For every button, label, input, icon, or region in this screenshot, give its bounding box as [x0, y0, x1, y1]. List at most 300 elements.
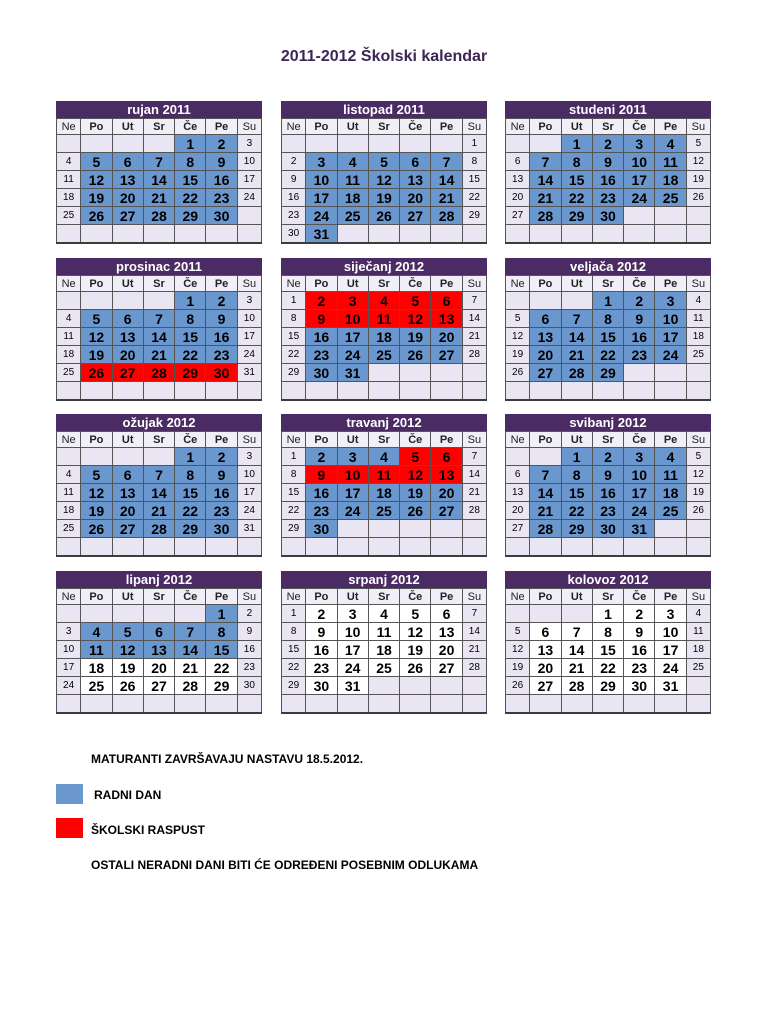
empty-cell — [506, 225, 530, 244]
day-cell: 26 — [686, 502, 710, 520]
weekday-header: Ut — [561, 432, 592, 448]
month-title: studeni 2011 — [505, 101, 711, 118]
empty-cell — [206, 382, 237, 401]
day-cell: 11 — [337, 171, 368, 189]
weekday-header: Ne — [506, 119, 530, 135]
weekday-header: Ut — [112, 589, 143, 605]
weekday-header: Sr — [592, 119, 623, 135]
day-cell: 2 — [206, 135, 237, 153]
empty-cell — [337, 520, 368, 538]
day-cell: 8 — [282, 623, 306, 641]
weekday-header: Po — [81, 589, 112, 605]
day-cell: 23 — [592, 189, 623, 207]
day-cell: 29 — [282, 364, 306, 382]
day-cell: 22 — [175, 502, 206, 520]
day-cell: 26 — [686, 189, 710, 207]
day-cell: 2 — [237, 605, 261, 623]
empty-cell — [655, 538, 686, 557]
weekday-header: Po — [530, 276, 561, 292]
day-cell: 20 — [506, 189, 530, 207]
empty-cell — [400, 364, 431, 382]
weekday-header: Sr — [368, 276, 399, 292]
day-cell: 9 — [282, 171, 306, 189]
month-calendar — [281, 414, 487, 557]
empty-cell — [462, 382, 486, 401]
day-cell: 14 — [175, 641, 206, 659]
empty-cell — [81, 292, 112, 310]
empty-cell — [400, 225, 431, 244]
month-calendar — [56, 571, 262, 714]
day-cell: 12 — [686, 466, 710, 484]
empty-cell — [506, 605, 530, 623]
day-cell: 22 — [282, 346, 306, 364]
day-cell: 8 — [175, 466, 206, 484]
day-cell: 5 — [686, 135, 710, 153]
day-cell: 20 — [431, 484, 462, 502]
day-cell: 27 — [431, 659, 462, 677]
day-cell: 23 — [237, 659, 261, 677]
day-cell: 22 — [592, 346, 623, 364]
empty-cell — [400, 382, 431, 401]
day-cell: 9 — [306, 466, 337, 484]
day-cell: 28 — [462, 346, 486, 364]
day-cell: 3 — [57, 623, 81, 641]
day-cell: 1 — [206, 605, 237, 623]
day-cell: 21 — [143, 189, 174, 207]
weekday-header: Sr — [592, 276, 623, 292]
empty-cell — [506, 538, 530, 557]
weekday-header: Pe — [206, 432, 237, 448]
empty-cell — [655, 520, 686, 538]
day-cell: 17 — [655, 641, 686, 659]
month-title: svibanj 2012 — [505, 414, 711, 431]
weekday-header: Ut — [337, 276, 368, 292]
day-cell: 8 — [462, 153, 486, 171]
empty-cell — [624, 695, 655, 714]
day-cell: 8 — [561, 466, 592, 484]
weekday-header: Ut — [561, 119, 592, 135]
weekday-header: Sr — [592, 589, 623, 605]
empty-cell — [686, 225, 710, 244]
day-cell: 28 — [143, 520, 174, 538]
day-cell: 29 — [282, 677, 306, 695]
empty-cell — [431, 538, 462, 557]
weekday-header: Su — [462, 589, 486, 605]
weekday-header: Sr — [368, 119, 399, 135]
day-cell: 27 — [431, 502, 462, 520]
day-cell: 4 — [368, 292, 399, 310]
day-cell: 6 — [112, 153, 143, 171]
day-cell: 18 — [686, 641, 710, 659]
day-cell: 31 — [337, 364, 368, 382]
day-cell: 11 — [57, 171, 81, 189]
day-cell: 10 — [624, 153, 655, 171]
day-cell: 16 — [206, 328, 237, 346]
empty-cell — [337, 382, 368, 401]
day-cell: 12 — [81, 328, 112, 346]
empty-cell — [306, 382, 337, 401]
day-cell: 12 — [112, 641, 143, 659]
day-cell: 14 — [561, 641, 592, 659]
empty-cell — [306, 538, 337, 557]
day-cell: 11 — [57, 328, 81, 346]
day-cell: 26 — [506, 364, 530, 382]
day-cell: 16 — [206, 171, 237, 189]
day-cell: 19 — [686, 171, 710, 189]
empty-cell — [368, 135, 399, 153]
empty-cell — [112, 605, 143, 623]
weekday-header: Su — [686, 276, 710, 292]
weekday-header: Pe — [655, 119, 686, 135]
empty-cell — [112, 382, 143, 401]
empty-cell — [530, 382, 561, 401]
day-cell: 9 — [624, 623, 655, 641]
day-cell: 23 — [206, 346, 237, 364]
day-cell: 7 — [431, 153, 462, 171]
day-cell: 16 — [306, 328, 337, 346]
day-cell: 3 — [624, 448, 655, 466]
day-cell: 19 — [81, 189, 112, 207]
empty-cell — [655, 207, 686, 225]
day-cell: 15 — [462, 171, 486, 189]
empty-cell — [462, 364, 486, 382]
day-cell: 4 — [81, 623, 112, 641]
day-cell: 20 — [506, 502, 530, 520]
day-cell: 21 — [561, 346, 592, 364]
day-cell: 21 — [431, 189, 462, 207]
day-cell: 9 — [206, 466, 237, 484]
empty-cell — [175, 538, 206, 557]
day-cell: 6 — [530, 310, 561, 328]
weekday-header: Sr — [592, 432, 623, 448]
day-cell: 20 — [143, 659, 174, 677]
empty-cell — [530, 225, 561, 244]
empty-cell — [400, 520, 431, 538]
day-cell: 27 — [506, 520, 530, 538]
day-cell: 13 — [143, 641, 174, 659]
day-cell: 26 — [81, 364, 112, 382]
day-cell: 16 — [624, 328, 655, 346]
empty-cell — [282, 382, 306, 401]
day-cell: 22 — [561, 502, 592, 520]
weekday-header: Su — [237, 276, 261, 292]
empty-cell — [624, 207, 655, 225]
day-cell: 1 — [175, 448, 206, 466]
day-cell: 5 — [506, 310, 530, 328]
empty-cell — [143, 448, 174, 466]
day-cell: 8 — [175, 310, 206, 328]
day-cell: 12 — [81, 484, 112, 502]
day-cell: 30 — [306, 364, 337, 382]
empty-cell — [686, 364, 710, 382]
weekday-header: Sr — [143, 432, 174, 448]
day-cell: 11 — [368, 466, 399, 484]
day-cell: 18 — [368, 328, 399, 346]
day-cell: 4 — [655, 448, 686, 466]
day-cell: 1 — [282, 292, 306, 310]
empty-cell — [57, 382, 81, 401]
weekday-header: Ne — [506, 589, 530, 605]
day-cell: 24 — [624, 502, 655, 520]
day-cell: 10 — [306, 171, 337, 189]
empty-cell — [431, 382, 462, 401]
day-cell: 1 — [282, 605, 306, 623]
weekday-header: Če — [400, 432, 431, 448]
day-cell: 15 — [561, 484, 592, 502]
day-cell: 17 — [237, 171, 261, 189]
day-cell: 29 — [175, 520, 206, 538]
weekday-header: Pe — [431, 589, 462, 605]
weekday-header: Če — [175, 119, 206, 135]
month-title: lipanj 2012 — [56, 571, 262, 588]
weekday-header: Su — [462, 276, 486, 292]
day-cell: 21 — [462, 484, 486, 502]
month-title: siječanj 2012 — [281, 258, 487, 275]
day-cell: 18 — [57, 346, 81, 364]
empty-cell — [57, 605, 81, 623]
day-cell: 17 — [306, 189, 337, 207]
weekday-header: Pe — [431, 432, 462, 448]
day-cell: 26 — [112, 677, 143, 695]
day-cell: 24 — [57, 677, 81, 695]
day-cell: 2 — [592, 135, 623, 153]
empty-cell — [175, 382, 206, 401]
day-cell: 11 — [368, 310, 399, 328]
day-cell: 14 — [143, 171, 174, 189]
month-title: rujan 2011 — [56, 101, 262, 118]
empty-cell — [237, 382, 261, 401]
day-cell: 1 — [561, 135, 592, 153]
day-cell: 7 — [143, 310, 174, 328]
day-cell: 16 — [624, 641, 655, 659]
empty-cell — [337, 538, 368, 557]
day-cell: 9 — [306, 310, 337, 328]
empty-cell — [237, 225, 261, 244]
day-cell: 13 — [530, 328, 561, 346]
day-cell: 26 — [400, 502, 431, 520]
day-cell: 26 — [368, 207, 399, 225]
day-cell: 20 — [431, 328, 462, 346]
day-cell: 25 — [686, 346, 710, 364]
weekday-header: Sr — [143, 119, 174, 135]
day-cell: 15 — [206, 641, 237, 659]
empty-cell — [561, 225, 592, 244]
day-cell: 30 — [206, 520, 237, 538]
empty-cell — [306, 695, 337, 714]
empty-cell — [337, 695, 368, 714]
month-title: veljača 2012 — [505, 258, 711, 275]
day-cell: 23 — [206, 189, 237, 207]
empty-cell — [400, 135, 431, 153]
empty-cell — [368, 382, 399, 401]
empty-cell — [506, 448, 530, 466]
day-cell: 28 — [175, 677, 206, 695]
day-cell: 31 — [237, 520, 261, 538]
day-cell: 25 — [655, 502, 686, 520]
empty-cell — [237, 695, 261, 714]
day-cell: 19 — [112, 659, 143, 677]
weekday-header: Sr — [143, 589, 174, 605]
day-cell: 4 — [368, 605, 399, 623]
day-cell: 1 — [462, 135, 486, 153]
empty-cell — [530, 605, 561, 623]
day-cell: 2 — [306, 448, 337, 466]
day-cell: 18 — [368, 641, 399, 659]
month-calendar — [505, 101, 711, 244]
day-cell: 18 — [57, 502, 81, 520]
day-cell: 22 — [282, 502, 306, 520]
day-cell: 30 — [282, 225, 306, 244]
day-cell: 5 — [368, 153, 399, 171]
day-cell: 19 — [368, 189, 399, 207]
day-cell: 9 — [592, 466, 623, 484]
day-cell: 21 — [143, 502, 174, 520]
day-cell: 14 — [462, 310, 486, 328]
weekday-header: Ne — [506, 276, 530, 292]
day-cell: 22 — [462, 189, 486, 207]
day-cell: 18 — [686, 328, 710, 346]
day-cell: 15 — [592, 328, 623, 346]
day-cell: 29 — [206, 677, 237, 695]
day-cell: 26 — [400, 659, 431, 677]
day-cell: 12 — [506, 328, 530, 346]
day-cell: 30 — [306, 520, 337, 538]
day-cell: 9 — [306, 623, 337, 641]
day-cell: 19 — [81, 502, 112, 520]
day-cell: 31 — [655, 677, 686, 695]
weekday-header: Ut — [112, 432, 143, 448]
day-cell: 16 — [306, 484, 337, 502]
day-cell: 29 — [592, 677, 623, 695]
weekday-header: Če — [624, 589, 655, 605]
day-cell: 2 — [206, 448, 237, 466]
day-cell: 4 — [368, 448, 399, 466]
weekday-header: Pe — [431, 119, 462, 135]
empty-cell — [686, 207, 710, 225]
empty-cell — [206, 695, 237, 714]
weekday-header: Ut — [112, 276, 143, 292]
day-cell: 25 — [686, 659, 710, 677]
empty-cell — [655, 364, 686, 382]
empty-cell — [81, 225, 112, 244]
day-cell: 21 — [561, 659, 592, 677]
day-cell: 20 — [112, 189, 143, 207]
day-cell: 25 — [337, 207, 368, 225]
empty-cell — [686, 520, 710, 538]
day-cell: 11 — [57, 484, 81, 502]
day-cell: 17 — [624, 171, 655, 189]
empty-cell — [112, 292, 143, 310]
day-cell: 17 — [237, 484, 261, 502]
empty-cell — [624, 382, 655, 401]
day-cell: 23 — [282, 207, 306, 225]
day-cell: 25 — [368, 502, 399, 520]
day-cell: 22 — [175, 346, 206, 364]
day-cell: 10 — [655, 310, 686, 328]
weekday-header: Po — [530, 589, 561, 605]
day-cell: 4 — [686, 292, 710, 310]
day-cell: 16 — [592, 484, 623, 502]
day-cell: 11 — [686, 623, 710, 641]
weekday-header: Po — [81, 119, 112, 135]
empty-cell — [655, 382, 686, 401]
day-cell: 21 — [530, 502, 561, 520]
weekday-header: Su — [462, 119, 486, 135]
day-cell: 9 — [592, 153, 623, 171]
day-cell: 16 — [237, 641, 261, 659]
day-cell: 2 — [306, 605, 337, 623]
day-cell: 13 — [112, 171, 143, 189]
day-cell: 27 — [431, 346, 462, 364]
day-cell: 26 — [400, 346, 431, 364]
day-cell: 24 — [624, 189, 655, 207]
day-cell: 5 — [400, 292, 431, 310]
day-cell: 7 — [530, 466, 561, 484]
day-cell: 6 — [431, 292, 462, 310]
weekday-header: Su — [686, 119, 710, 135]
day-cell: 24 — [306, 207, 337, 225]
empty-cell — [57, 225, 81, 244]
empty-cell — [561, 292, 592, 310]
day-cell: 25 — [57, 364, 81, 382]
day-cell: 15 — [561, 171, 592, 189]
day-cell: 27 — [112, 364, 143, 382]
weekday-header: Če — [624, 119, 655, 135]
day-cell: 8 — [592, 310, 623, 328]
day-cell: 10 — [237, 466, 261, 484]
day-cell: 12 — [506, 641, 530, 659]
day-cell: 7 — [530, 153, 561, 171]
month-calendar — [56, 101, 262, 244]
empty-cell — [506, 382, 530, 401]
empty-cell — [368, 364, 399, 382]
empty-cell — [237, 538, 261, 557]
empty-cell — [81, 448, 112, 466]
day-cell: 23 — [624, 659, 655, 677]
empty-cell — [561, 538, 592, 557]
weekday-header: Pe — [431, 276, 462, 292]
day-cell: 4 — [57, 310, 81, 328]
day-cell: 16 — [282, 189, 306, 207]
day-cell: 6 — [506, 153, 530, 171]
day-cell: 7 — [462, 448, 486, 466]
day-cell: 17 — [337, 328, 368, 346]
weekday-header: Če — [624, 432, 655, 448]
day-cell: 2 — [592, 448, 623, 466]
day-cell: 31 — [237, 364, 261, 382]
empty-cell — [143, 135, 174, 153]
legend-workday-swatch — [56, 784, 83, 804]
day-cell: 29 — [175, 207, 206, 225]
day-cell: 25 — [368, 659, 399, 677]
day-cell: 24 — [237, 346, 261, 364]
day-cell: 13 — [400, 171, 431, 189]
empty-cell — [592, 695, 623, 714]
day-cell: 8 — [175, 153, 206, 171]
day-cell: 29 — [462, 207, 486, 225]
day-cell: 10 — [57, 641, 81, 659]
legend-workday-label: RADNI DAN — [94, 788, 162, 802]
day-cell: 19 — [400, 328, 431, 346]
empty-cell — [506, 695, 530, 714]
weekday-header: Ne — [282, 119, 306, 135]
day-cell: 14 — [561, 328, 592, 346]
empty-cell — [112, 448, 143, 466]
day-cell: 8 — [206, 623, 237, 641]
day-cell: 3 — [655, 605, 686, 623]
day-cell: 22 — [206, 659, 237, 677]
empty-cell — [143, 695, 174, 714]
